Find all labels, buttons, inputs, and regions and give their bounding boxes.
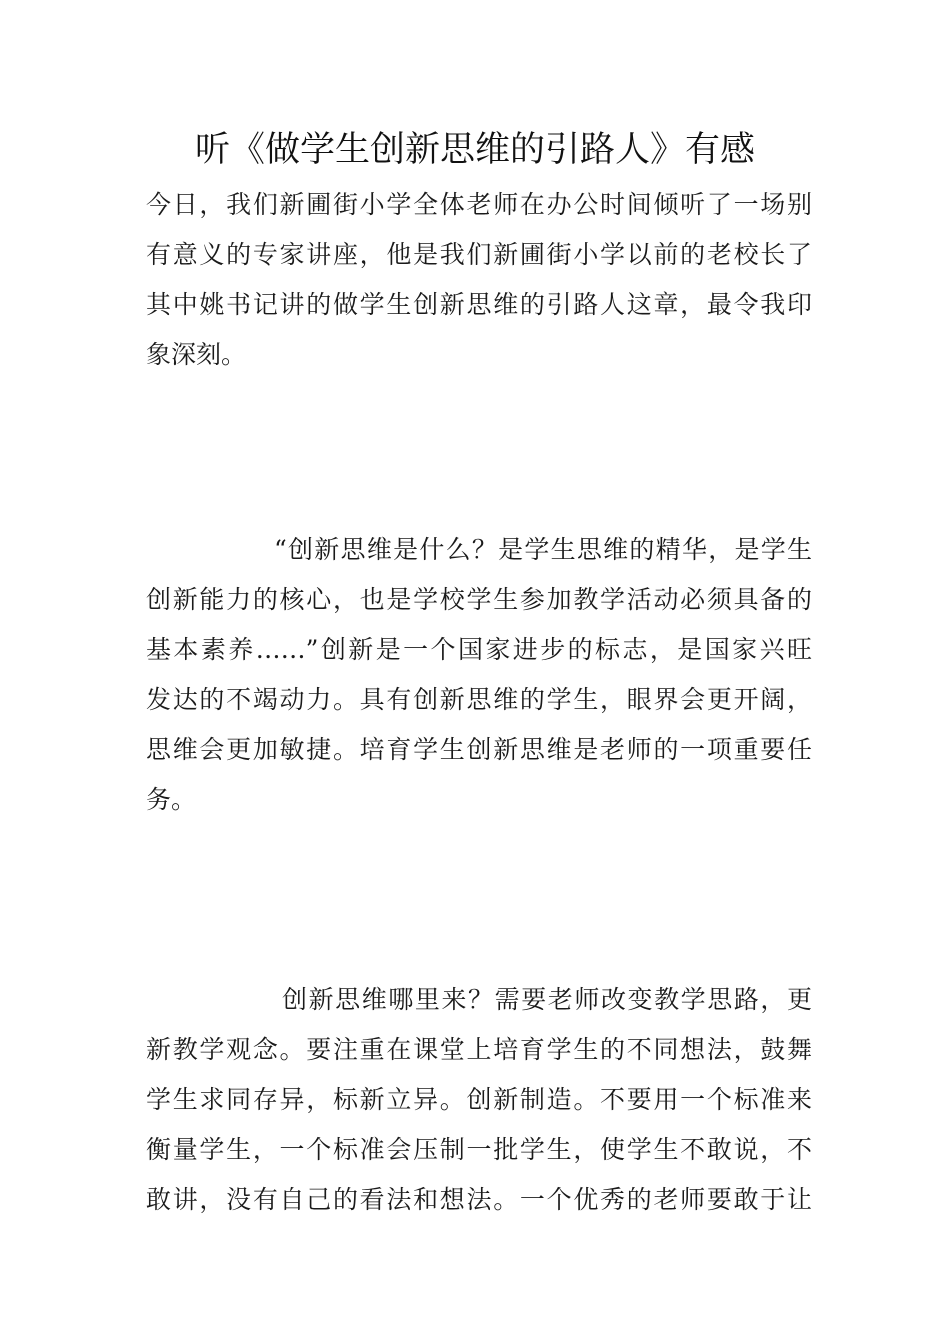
paragraph-line: 有意义的专家讲座，他是我们新圃街小学以前的老校长了 (146, 240, 812, 269)
paragraph-line: 象深刻。 (146, 340, 247, 369)
paragraph-line: 务。 (146, 785, 197, 814)
paragraph-3 (146, 975, 812, 1225)
paragraph-line: 新教学观念。要注重在课堂上培育学生的不同想法，鼓舞 (146, 1035, 812, 1064)
paragraph-line: 创新能力的核心，也是学校学生参加教学活动必须具备的 (146, 585, 812, 614)
paragraph-line: 思维会更加敏捷。培育学生创新思维是老师的一项重要任 (146, 735, 812, 764)
paragraph-2 (146, 525, 812, 825)
paragraph-line: 敢讲，没有自己的看法和想法。一个优秀的老师要敢于让 (146, 1185, 812, 1214)
paragraph-line: 学生求同存异，标新立异。创新制造。不要用一个标准来 (146, 1085, 812, 1114)
document-title: 听《做学生创新思维的引路人》有感 (194, 130, 755, 170)
paragraph-line: 衡量学生，一个标准会压制一批学生，使学生不敢说，不 (146, 1135, 812, 1164)
paragraph-1 (146, 180, 812, 380)
paragraph-line: 创新思维哪里来？需要老师改变教学思路，更 (282, 985, 812, 1014)
paragraph-line: 发达的不竭动力。具有创新思维的学生，眼界会更开阔， (146, 685, 812, 714)
paragraph-line: “创新思维是什么？是学生思维的精华，是学生 (274, 535, 812, 564)
paragraph-line: 其中姚书记讲的做学生创新思维的引路人这章，最令我印 (146, 290, 812, 319)
paragraph-line: 基本素养……”创新是一个国家进步的标志，是国家兴旺 (146, 635, 812, 664)
paragraph-line: 今日，我们新圃街小学全体老师在办公时间倾听了一场别 (146, 190, 812, 219)
